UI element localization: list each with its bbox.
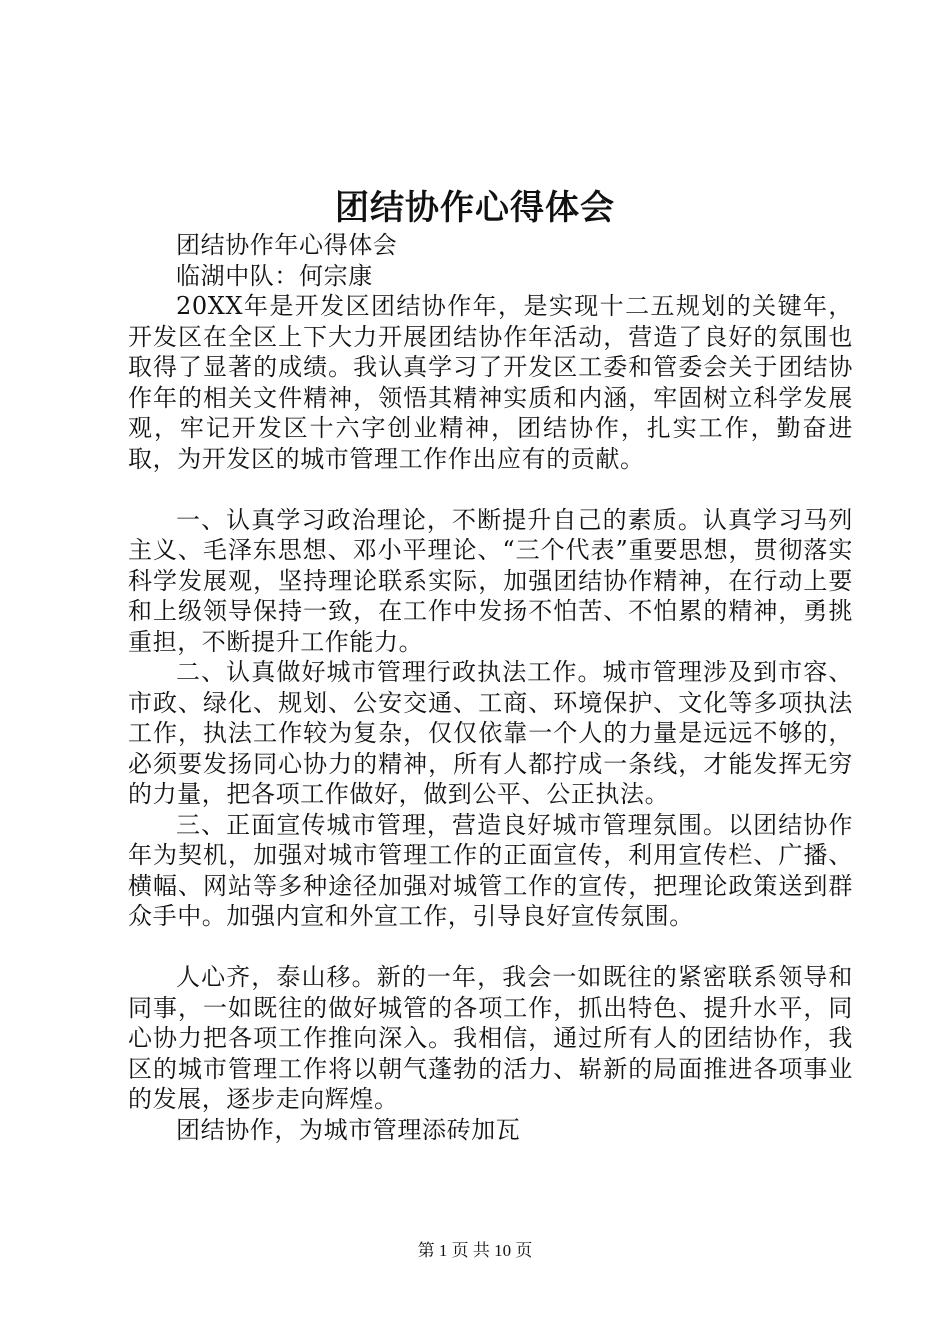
conclusion-paragraph: 人心齐，泰山移。新的一年，我会一如既往的紧密联系领导和同事，一如既往的做好城管的各项工作，抓出特色、提升水平，同心协力把各项工作推向深入。我相信，通过所有人的团结协作，我区的城市管理工作将以朝气蓬勃的活力、崭新的局面推进各项事业的发展，逐步走向辉煌。 [128,963,853,1113]
page-number-footer: 第 1 页 共 10 页 [417,1241,533,1260]
document-body [128,230,853,1145]
closing-line: 团结协作，为城市管理添砖加瓦 [176,1115,521,1144]
author-line: 临湖中队：何宗康 [176,261,373,290]
section-one-paragraph: 一、认真学习政治理论，不断提升自己的素质。认真学习马列主义、毛泽东思想、邓小平理论、“三个代表”重要思想，贯彻落实科学发展观，坚持理论联系实际，加强团结协作精神，在行动上要和上级领导保持一致，在工作中发扬不怕苦、不怕累的精神，勇挑重担，不断提升工作能力。 [128,505,853,656]
document-title: 团结协作心得体会 [335,188,615,228]
section-three-paragraph: 三、正面宣传城市管理，营造良好城市管理氛围。以团结协作年为契机，加强对城市管理工作的正面宣传，利用宣传栏、广播、横幅、网站等多种途径加强对城管工作的宣传，把理论政策送到群众手中。加强内宣和外宣工作，引导良好宣传氛围。 [128,810,853,930]
subtitle-paragraph: 团结协作年心得体会 [176,231,398,259]
section-two-paragraph: 二、认真做好城市管理行政执法工作。城市管理涉及到市容、市政、绿化、规划、公安交通、工商、环境保护、文化等多项执法工作，执法工作较为复杂，仅仅依靠一个人的力量是远远不够的，必须要发扬同心协力的精神，所有人都拧成一条线，才能发挥无穷的力量，把各项工作做好，做到公平、公正执法。 [128,658,853,808]
intro-paragraph: 20XX年是开发区团结协作年，是实现十二五规划的关键年，开发区在全区上下大力开展团结协作年活动，营造了良好的氛围也取得了显著的成绩。我认真学习了开发区工委和管委会关于团结协作年的相关文件精神，领悟其精神实质和内涵，牢固树立科学发展观，牢记开发区十六字创业精神，团结协作，扎实工作，勤奋进取，为开发区的城市管理工作作出应有的贡献。 [128,292,853,473]
